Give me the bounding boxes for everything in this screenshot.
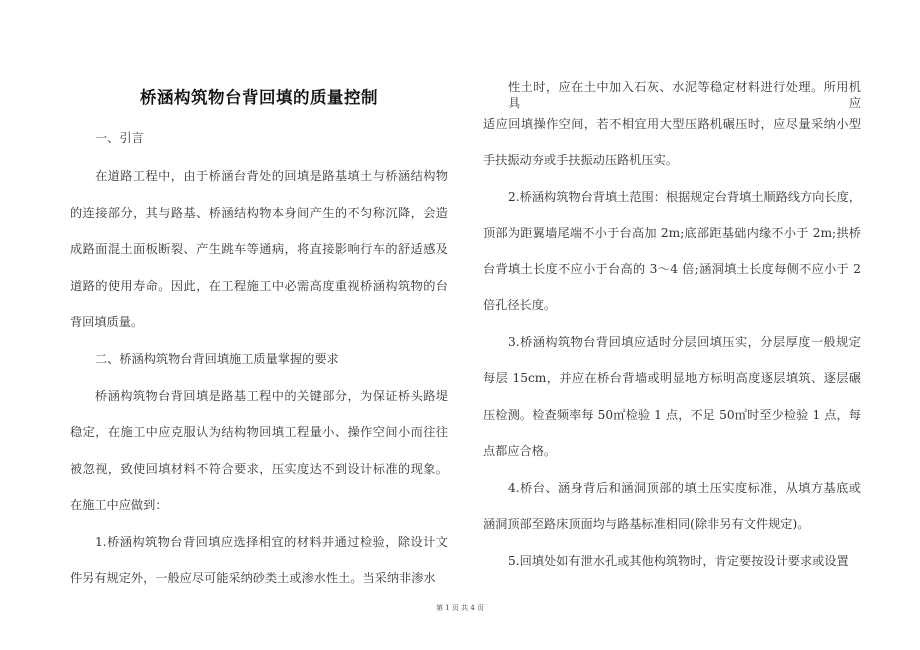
item-1-cont-line: 性土时，应在土中加入石灰、水泥等稳定材料进行处理。所用机具应 xyxy=(508,80,861,110)
item-2-line: 顶部为距翼墙尾端不小于台高加 2m;底部距基础内缘不小于 2m;拱桥 xyxy=(483,226,861,240)
item-3-line: 每层 15cm，并应在桥台背墙或明显地方标明高度逐层填筑、逐层碾 xyxy=(483,371,861,385)
para-requirements-line: 稳定，在施工中应克服认为结构物回填工程量小、操作空间小而往往 xyxy=(70,425,448,439)
item-4-line: 涵洞顶部至路床顶面均与路基标准相同(除非另有文件规定)。 xyxy=(483,517,810,531)
para-intro-line: 的连接部分，其与路基、桥涵结构物本身间产生的不匀称沉降，会造 xyxy=(70,206,448,220)
item-2-line: 倍孔径长度。 xyxy=(483,298,557,312)
page-footer: 第 1 页 共 4 页 xyxy=(435,604,485,612)
item-3-line: 点都应合格。 xyxy=(483,444,557,458)
item-1-cont-line: 适应回填操作空间，若不相宜用大型压路机碾压时，应尽量采纳小型 xyxy=(483,117,861,131)
item-4-line: 4.桥台、涵身背后和涵洞顶部的填土压实度标准，从填方基底或 xyxy=(508,481,861,495)
item-2-line: 2.桥涵构筑物台背填土范围：根据规定台背填土顺路线方向长度， xyxy=(508,190,861,204)
page-title: 桥涵构筑物台背回填的质量控制 xyxy=(140,88,378,107)
item-1-line: 件另有规定外，一般应尽可能采纳砂类土或渗水性土。当采纳非渗水 xyxy=(70,571,436,585)
heading-requirements-line: 二、桥涵构筑物台背回填施工质量掌握的要求 xyxy=(95,352,339,366)
para-intro-line: 成路面混土面板断裂、产生跳车等通病，将直接影响行车的舒适感及 xyxy=(70,242,448,256)
para-intro-line: 道路的使用寿命。因此，在工程施工中必需高度重视桥涵构筑物的台 xyxy=(70,279,448,293)
item-3-line: 压检测。检查频率每 50㎡检验 1 点，不足 50㎡时至少检验 1 点，每 xyxy=(483,408,861,422)
item-1-cont-line: 手扶振动夯或手扶振动压路机压实。 xyxy=(483,153,678,167)
para-intro-line: 背回填质量。 xyxy=(70,315,144,329)
item-5-line: 5.回填处如有泄水孔或其他构筑物时，肯定要按设计要求或设置 xyxy=(508,554,849,568)
para-requirements-line: 桥涵构筑物台背回填是路基工程中的关键部分，为保证桥头路堤 xyxy=(95,389,448,403)
para-requirements-line: 被忽视，致使回填材料不符合要求，压实度达不到设计标准的现象。 xyxy=(70,462,448,476)
para-intro-line: 在道路工程中，由于桥涵台背处的回填是路基填土与桥涵结构物 xyxy=(95,169,448,183)
para-requirements-line: 在施工中应做到： xyxy=(70,498,168,512)
heading-intro-line: 一、引言 xyxy=(95,131,144,145)
item-3-line: 3.桥涵构筑物台背回填应适时分层回填压实，分层厚度一般规定 xyxy=(508,335,861,349)
item-2-line: 台背填土长度不应小于台高的 3～4 倍;涵洞填土长度每侧不应小于 2 xyxy=(483,262,861,276)
item-1-line: 1.桥涵构筑物台背回填应选择相宜的材料并通过检验，除设计文 xyxy=(95,535,448,549)
